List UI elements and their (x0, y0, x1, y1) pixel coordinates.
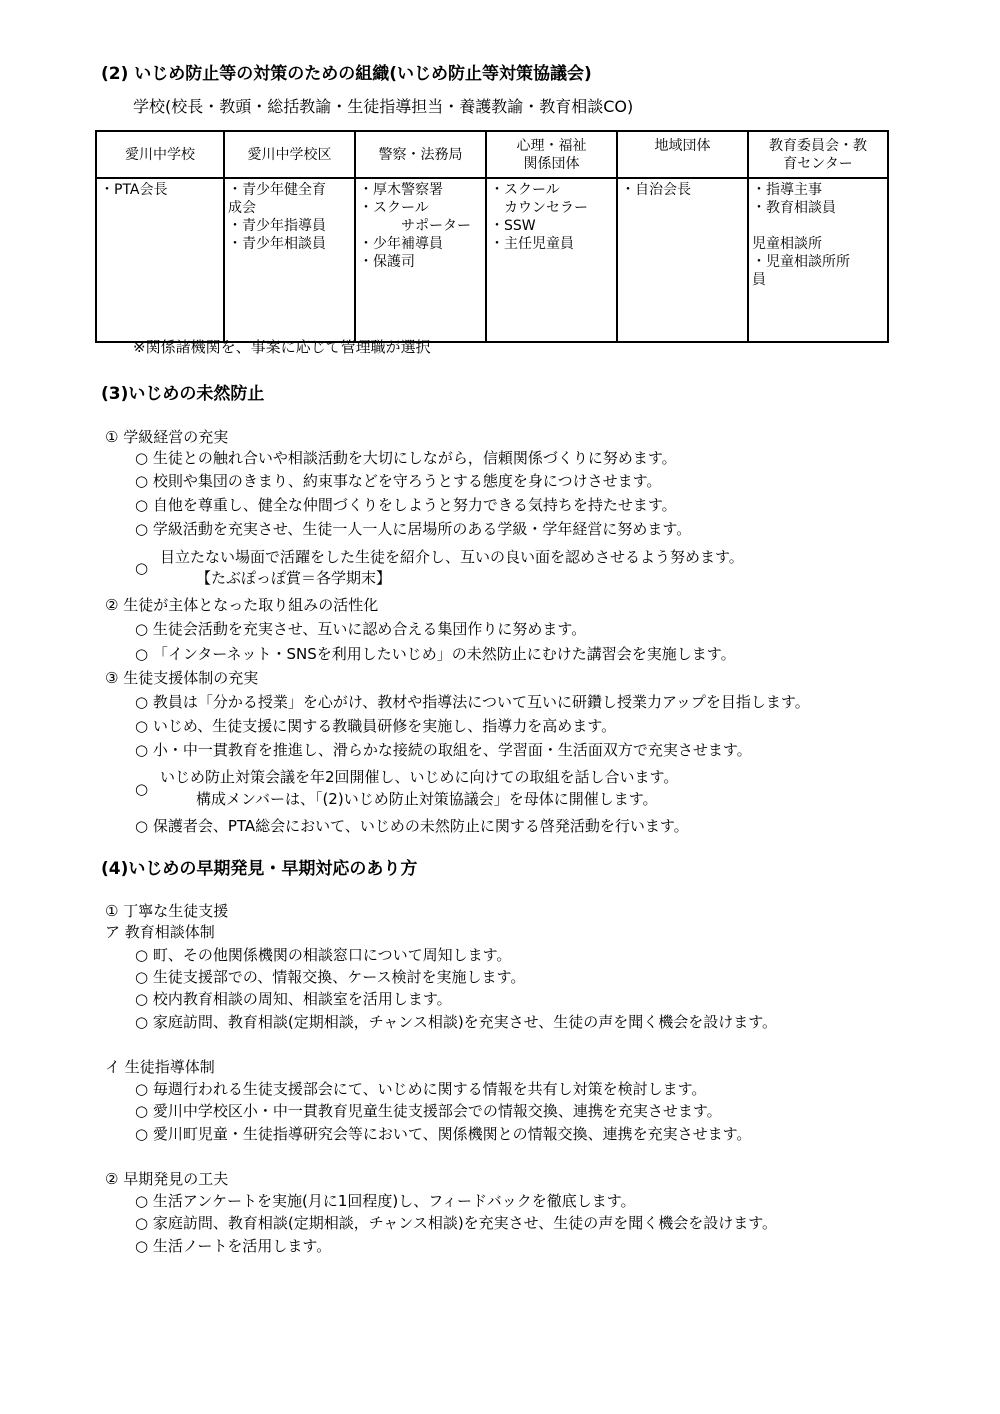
list-item: いじめ防止対策会議を年2回開催し、いじめに向けての取組を話し合います。 (160, 768, 679, 786)
sub-subsection-heading: ア 教育相談体制 (105, 923, 215, 941)
table-cell: ・スクール カウンセラー ・SSW ・主任児童員 (486, 178, 617, 342)
bullet-icon: ○ (135, 559, 149, 577)
table-row (96, 178, 888, 342)
list-item: ○ 愛川中学校区小・中一貫教育児童生徒支援部会での情報交換、連携を充実させます。 (135, 1102, 722, 1120)
list-item: 目立たない場面で活躍をした生徒を紹介し、互いの良い面を認めさせるよう努めます。 (160, 548, 744, 566)
table-cell: ・PTA会長 (96, 178, 224, 342)
table-cell: ・厚木警察署 ・スクール サポーター ・少年補導員 ・保護司 (355, 178, 486, 342)
list-item: ○ 家庭訪問、教育相談(定期相談，チャンス相談)を充実させ、生徒の声を聞く機会を設けます。 (135, 1013, 778, 1031)
sub-subsection-heading: イ 生徒指導体制 (105, 1058, 215, 1076)
table-header-cell: 警察・法務局 (355, 131, 486, 178)
table-cell: ・指導主事 ・教育相談員 児童相談所 ・児童相談所所 員 (748, 178, 888, 342)
list-item: ○ 保護者会、PTA総会において、いじめの未然防止に関する啓発活動を行います。 (135, 817, 689, 835)
bullet-icon: ○ (135, 817, 149, 835)
list-item: ○ 毎週行われる生徒支援部会にて、いじめに関する情報を共有し対策を検討します。 (135, 1080, 707, 1098)
bullet-icon: ○ (135, 693, 149, 711)
bullet-icon: ○ (135, 990, 149, 1008)
list-item: ○ 生徒との触れ合いや相談活動を大切にしながら，信頼関係づくりに努めます。 (135, 449, 677, 467)
school-members-line: 学校(校長・教頭・総括教諭・生徒指導担当・養護教諭・教育相談CO) (133, 97, 634, 116)
table-header-cell: 地域団体 (617, 131, 748, 178)
subsection-heading: ③ 生徒支援体制の充実 (105, 669, 259, 687)
bullet-icon: ○ (135, 946, 149, 964)
bullet-icon: ○ (135, 620, 149, 638)
bullet-icon: ○ (135, 968, 149, 986)
table-note: ※関係諸機関を、事案に応じて管理職が選択 (133, 338, 431, 356)
bullet-icon: ○ (135, 520, 149, 538)
bullet-icon: ○ (135, 1214, 149, 1232)
list-item: ○ 「インターネット・SNSを利用したいじめ」の未然防止にむけた講習会を実施します。 (135, 645, 736, 663)
list-item-continuation: 構成メンバーは、「(2)いじめ防止対策協議会」を母体に開催します。 (196, 790, 658, 808)
section-2-title: (2) いじめ防止等の対策のための組織(いじめ防止等対策協議会) (101, 64, 592, 84)
list-item: ○ 校則や集団のきまり、約束事などを守ろうとする態度を身につけさせます。 (135, 472, 662, 490)
list-item: ○ 生徒会活動を充実させ、互いに認め合える集団作りに努めます。 (135, 620, 587, 638)
bullet-icon: ○ (135, 1237, 149, 1255)
section-4-title: (4)いじめの早期発見・早期対応のあり方 (101, 859, 418, 879)
bullet-icon: ○ (135, 645, 149, 663)
list-item: ○ 生徒支援部での、情報交換、ケース検討を実施します。 (135, 968, 526, 986)
list-item: ○ 生活アンケートを実施(月に1回程度)し、フィードバックを徹底します。 (135, 1192, 636, 1210)
table-header-cell: 愛川中学校 (96, 131, 224, 178)
list-item: ○ いじめ、生徒支援に関する教職員研修を実施し、指導力を高めます。 (135, 717, 617, 735)
list-item: ○ 校内教育相談の周知、相談室を活用します。 (135, 990, 452, 1008)
list-item: ○ 愛川町児童・生徒指導研究会等において、関係機関との情報交換、連携を充実させます。 (135, 1125, 752, 1143)
list-item: ○ 教員は「分かる授業」を心がけ、教材や指導法について互いに研鑽し授業力アップを目指します。 (135, 693, 810, 711)
list-item: ○ 家庭訪問、教育相談(定期相談，チャンス相談)を充実させ、生徒の声を聞く機会を設けます。 (135, 1214, 778, 1232)
organization-table (95, 130, 889, 343)
subsection-heading: ① 丁寧な生徒支援 (105, 902, 229, 920)
list-item: ○ 学級活動を充実させ、生徒一人一人に居場所のある学級・学年経営に努めます。 (135, 520, 692, 538)
bullet-icon: ○ (135, 717, 149, 735)
bullet-icon: ○ (135, 1080, 149, 1098)
bullet-icon: ○ (135, 1192, 149, 1210)
bullet-icon: ○ (135, 780, 149, 798)
table-cell: ・青少年健全育 成会 ・青少年指導員 ・青少年相談員 (224, 178, 355, 342)
subsection-heading: ② 早期発見の工夫 (105, 1170, 229, 1188)
bullet-icon: ○ (135, 1125, 149, 1143)
bullet-icon: ○ (135, 496, 149, 514)
list-item: ○ 小・中一貫教育を推進し、滑らかな接続の取組を、学習面・生活面双方で充実させます。 (135, 741, 752, 759)
table-header-cell: 心理・福祉 関係団体 (486, 131, 617, 178)
table-header-cell: 教育委員会・教 育センター (748, 131, 888, 178)
list-item: ○ 自他を尊重し、健全な仲間づくりをしようと努力できる気持ちを持たせます。 (135, 496, 677, 514)
subsection-heading: ② 生徒が主体となった取り組みの活性化 (105, 596, 379, 614)
list-item: ○ 生活ノートを活用します。 (135, 1237, 332, 1255)
bullet-icon: ○ (135, 1013, 149, 1031)
subsection-heading: ① 学級経営の充実 (105, 428, 229, 446)
bullet-icon: ○ (135, 449, 149, 467)
bullet-icon: ○ (135, 1102, 149, 1120)
list-item-continuation: 【たぶぽっぽ賞＝各学期末】 (196, 569, 392, 587)
table-header-row (96, 131, 888, 178)
bullet-icon: ○ (135, 741, 149, 759)
section-3-title: (3)いじめの未然防止 (101, 384, 265, 404)
bullet-icon: ○ (135, 472, 149, 490)
table-cell: ・自治会長 (617, 178, 748, 342)
list-item: ○ 町、その他関係機関の相談窓口について周知します。 (135, 946, 512, 964)
table-header-cell: 愛川中学校区 (224, 131, 355, 178)
